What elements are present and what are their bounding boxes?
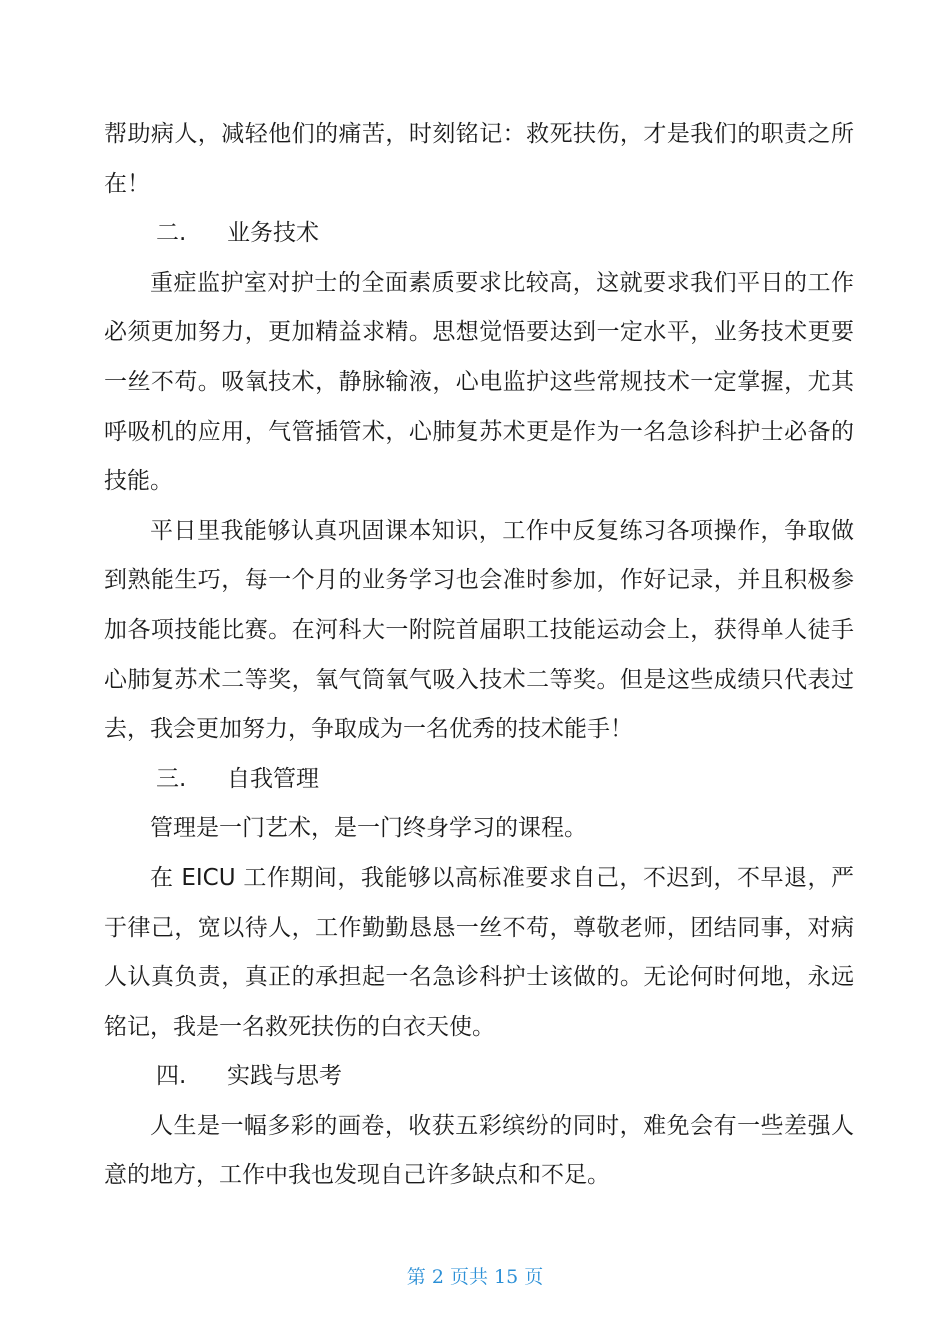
section-heading [104, 755, 854, 805]
paragraph: 管理是一门艺术，是一门终身学习的课程。 [150, 815, 587, 842]
paragraph: 人生是一幅多彩的画卷，收获五彩缤纷的同时，难免会有一些差强人意的地方，工作中我也发现自己许多缺点和不足。 [104, 1112, 854, 1189]
section-number: 二. [156, 220, 187, 247]
section-heading [104, 1052, 854, 1102]
page-number-footer: 第 2 页共 15 页 [406, 1266, 544, 1288]
section-title: 业务技术 [227, 220, 319, 247]
paragraph: 平日里我能够认真巩固课本知识，工作中反复练习各项操作，争取做到熟能生巧，每一个月的业务学习也会准时参加，作好记录，并且积极参加各项技能比赛。在河科大一附院首届职工技能运动会上，获得单人徒手心肺复苏术二等奖，氧气筒氧气吸入技术二等奖。但是这些成绩只代表过去，我会更加努力，争取成为一名优秀的技术能手！ [104, 517, 854, 743]
section-number: 四. [156, 1063, 187, 1090]
paragraph: 在 EICU 工作期间，我能够以高标准要求自己，不迟到，不早退，严于律己，宽以待人，工作勤勤恳恳一丝不苟，尊敬老师，团结同事，对病人认真负责，真正的承担起一名急诊科护士该做的。无论何时何地，永远铭记，我是一名救死扶伤的白衣天使。 [104, 864, 854, 1040]
section-title: 自我管理 [227, 765, 319, 792]
document-body [104, 110, 854, 1201]
section-title: 实践与思考 [227, 1063, 342, 1090]
paragraph: 重症监护室对护士的全面素质要求比较高，这就要求我们平日的工作必须更加努力，更加精益求精。思想觉悟要达到一定水平，业务技术更要一丝不苟。吸氧技术，静脉输液，心电监护这些常规技术一定掌握，尤其呼吸机的应用，气管插管术，心肺复苏术更是作为一名急诊科护士必备的技能。 [104, 269, 854, 495]
paragraph: 帮助病人，减轻他们的痛苦，时刻铭记：救死扶伤，才是我们的职责之所在！ [104, 121, 854, 197]
section-heading [104, 209, 854, 259]
section-number: 三. [156, 765, 187, 792]
